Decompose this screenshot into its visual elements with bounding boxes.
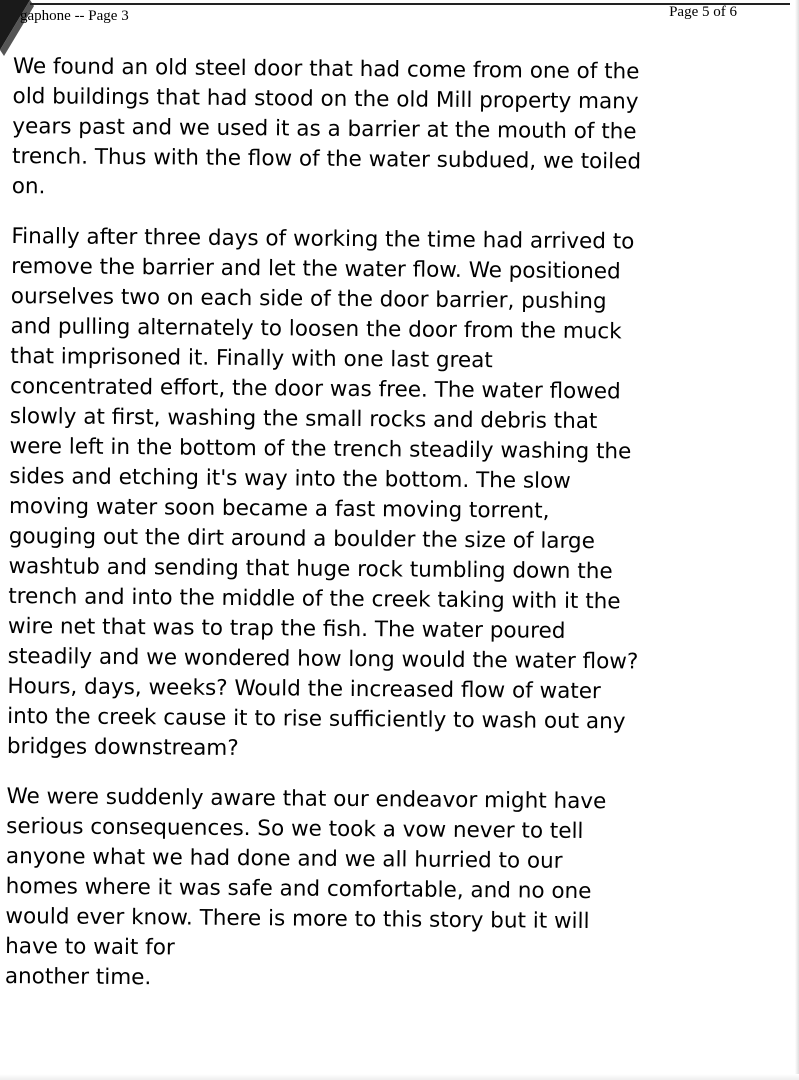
text-line: We found an old steel door that had come from one of the: [12, 53, 640, 85]
text-line: trench and into the middle of the creek taking with it the: [8, 583, 621, 615]
text-line: serious consequences. So we took a vow never to tell: [6, 813, 584, 845]
paragraph: [5, 782, 747, 998]
body-text: [5, 52, 753, 1018]
scan-bottom-edge: [0, 1074, 799, 1080]
text-line: gouging out the dirt around a boulder the size of large: [8, 523, 595, 555]
text-line: trench. Thus with the flow of the water subdued, we toiled: [11, 143, 642, 175]
text-line: and pulling alternately to loosen the door from the muck: [10, 313, 622, 345]
text-line: old buildings that had stood on the old Mill property many: [12, 83, 639, 115]
text-line: homes where it was safe and comfortable, and no one: [5, 873, 592, 905]
paragraph: [12, 52, 753, 208]
text-line: into the creek cause it to rise sufficiently to wash out any: [7, 703, 626, 735]
text-line: were left in the bottom of the trench steadily washing the: [9, 433, 632, 465]
text-line: We were suddenly aware that our endeavor might have: [6, 783, 607, 815]
text-line: would ever know. There is more to this story but it will: [5, 903, 590, 935]
text-line: concentrated effort, the door was free. The water flowed: [9, 373, 621, 405]
text-line: Hours, days, weeks? Would the increased flow of water: [7, 673, 601, 705]
paragraph: [7, 222, 752, 768]
text-line: years past and we used it as a barrier at the mouth of the: [12, 113, 637, 145]
text-line: Finally after three days of working the time had arrived to: [11, 223, 635, 255]
text-line: steadily and we wondered how long would the water flow?: [7, 643, 639, 675]
text-line: ourselves two on each side of the door barrier, pushing: [10, 283, 607, 315]
text-line: another time.: [4, 963, 152, 991]
text-line: on.: [11, 173, 46, 200]
text-line: moving water soon became a fast moving torrent,: [8, 493, 550, 524]
text-line: slowly at first, washing the small rocks and debris that: [9, 403, 598, 435]
text-line: sides and etching it's way into the bottom. The slow: [9, 463, 571, 494]
text-line: wire net that was to trap the fish. The water poured: [7, 613, 566, 644]
text-line: bridges downstream?: [6, 733, 239, 761]
page-number: Page 5 of 6: [669, 4, 737, 20]
running-head: gaphone -- Page 3: [20, 8, 129, 24]
text-line: anyone what we had done and we all hurried to our: [5, 843, 563, 874]
text-line: that imprisoned it. Finally with one last great: [10, 343, 493, 374]
scan-right-edge: [795, 0, 799, 1080]
text-line: washtub and sending that huge rock tumbling down the: [8, 553, 613, 585]
text-line: have to wait for: [5, 933, 175, 961]
text-line: remove the barrier and let the water flow. We positioned: [11, 253, 621, 285]
